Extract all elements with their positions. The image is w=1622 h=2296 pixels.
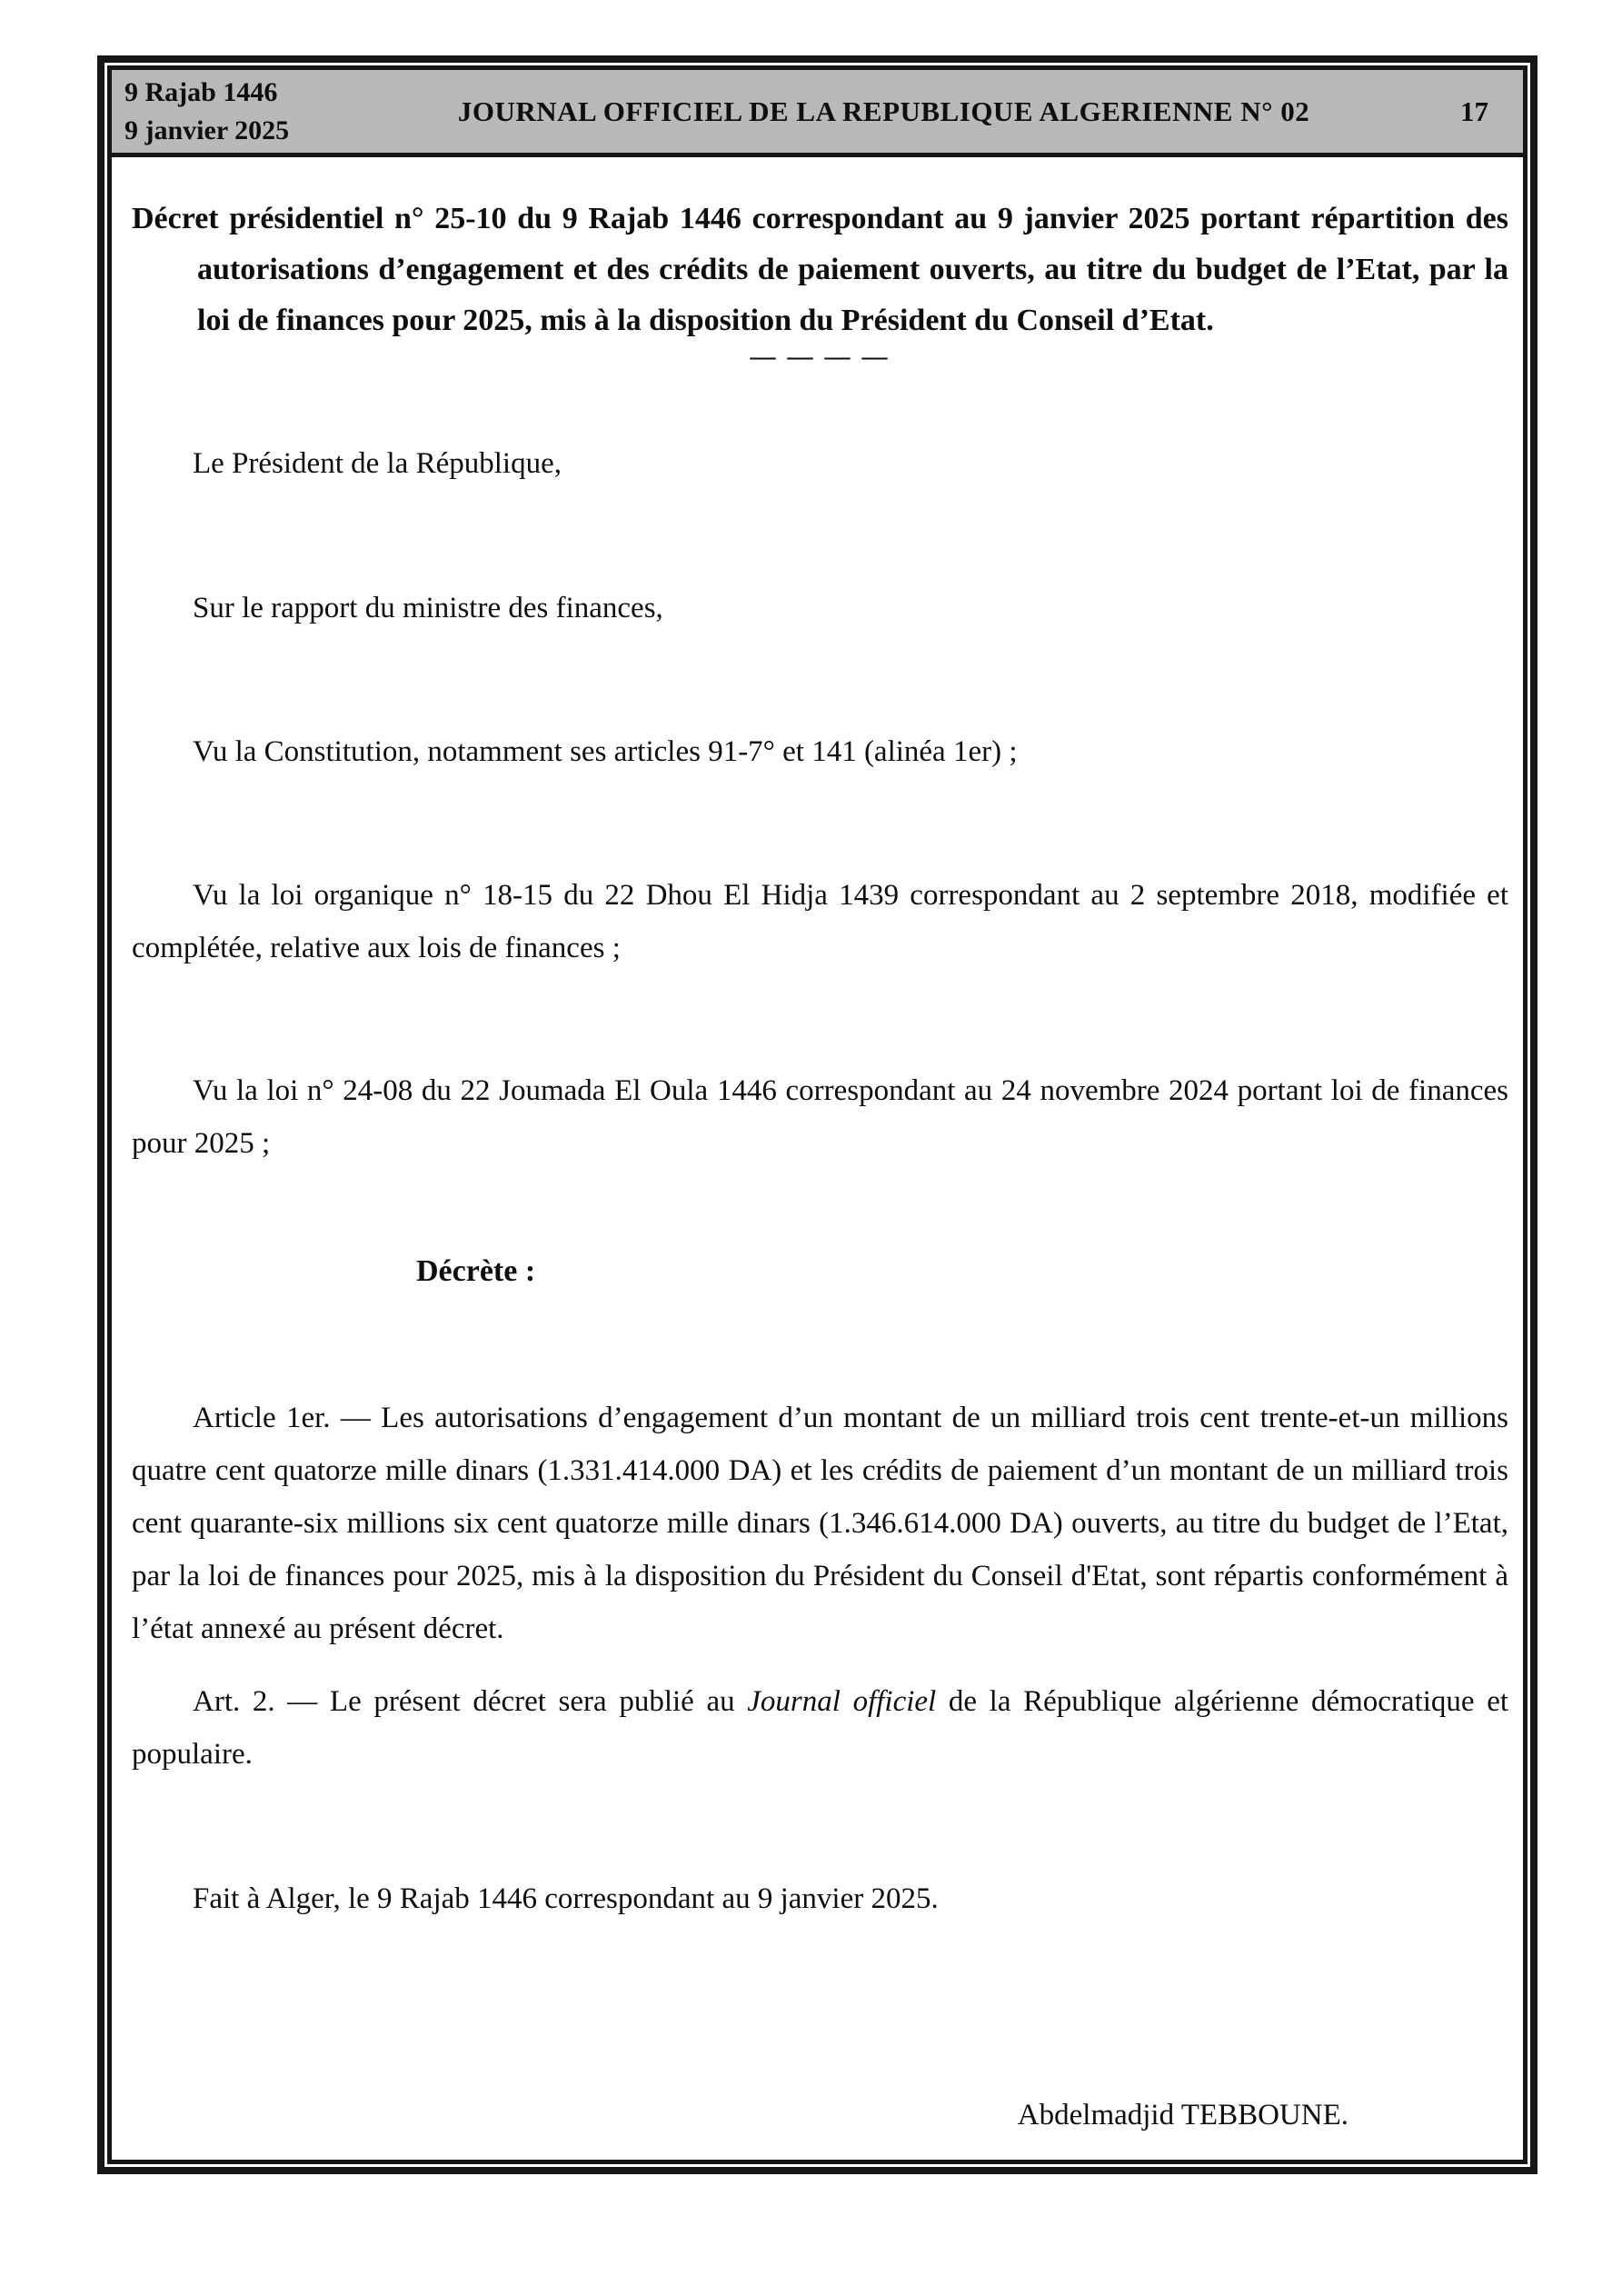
paragraph-vu-loi-24-08: Vu la loi n° 24-08 du 22 Joumada El Oula 1446 correspondant au 24 novembre 2024 portant loi de finances pour 2025 ; bbox=[132, 1074, 1508, 1160]
decree-title: Décret présidentiel n° 25-10 du 9 Rajab 1446 correspondant au 9 janvier 2025 portant répartition des autorisations d’engagement et des crédits de paiement ouverts, au titre du budget de l’Etat, par la loi de finances pour 2025, mis à la disposition du Président du Conseil d’Etat. bbox=[132, 202, 1508, 337]
article-1: Article 1er. — Les autorisations d’engagement d’un montant de un milliard trois cent trente-et-un millions quatre cent quatorze mille dinars (1.331.414.000 DA) et les crédits de paiement d’un montant de un milliard trois cent quarante-six millions six cent quatorze mille dinars (1.346.614.000 DA) ouverts, au titre du budget de l’Etat, par la loi de finances pour 2025, mis à la disposition du Président du Conseil d'Etat, sont répartis conformément à l’état annexé au présent décret. bbox=[132, 1402, 1508, 1645]
decree-label: Décrète : bbox=[416, 1254, 536, 1288]
article-2 bbox=[132, 1675, 1508, 1781]
page-header bbox=[112, 70, 1523, 157]
section-divider: — — — — bbox=[750, 343, 891, 371]
paragraph-rapport: Sur le rapport du ministre des finances, bbox=[193, 592, 663, 624]
closing-line: Fait à Alger, le 9 Rajab 1446 correspondant au 9 janvier 2025. bbox=[193, 1882, 939, 1915]
header-date-hijri: 9 Rajab 1446 bbox=[124, 76, 278, 107]
article-2-text-after: de la République algérienne démocratique et populaire. bbox=[132, 1685, 1509, 1771]
journal-title: JOURNAL OFFICIEL DE LA REPUBLIQUE ALGERIENNE N° 02 bbox=[457, 95, 1310, 127]
signature: Abdelmadjid TEBBOUNE. bbox=[1017, 2099, 1348, 2131]
page-frame-inner bbox=[107, 65, 1527, 2164]
paragraph-vu-loi-organique: Vu la loi organique n° 18-15 du 22 Dhou El Hidja 1439 correspondant au 2 septembre 2018, modifiée et complétée, relative aux lois de finances ; bbox=[132, 879, 1508, 964]
article-2-journal-officiel: Journal officiel bbox=[747, 1685, 937, 1718]
paragraph-vu-constitution: Vu la Constitution, notamment ses articles 91-7° et 141 (alinéa 1er) ; bbox=[193, 735, 1018, 768]
paragraph-president: Le Président de la République, bbox=[193, 447, 562, 480]
page-frame bbox=[97, 55, 1537, 2174]
header-date-gregorian: 9 janvier 2025 bbox=[124, 115, 290, 145]
article-2-text-before: Art. 2. — Le présent décret sera publié au bbox=[193, 1685, 748, 1718]
decree-content bbox=[112, 157, 1523, 2160]
page-number: 17 bbox=[1460, 95, 1488, 127]
header-dates bbox=[124, 74, 289, 150]
